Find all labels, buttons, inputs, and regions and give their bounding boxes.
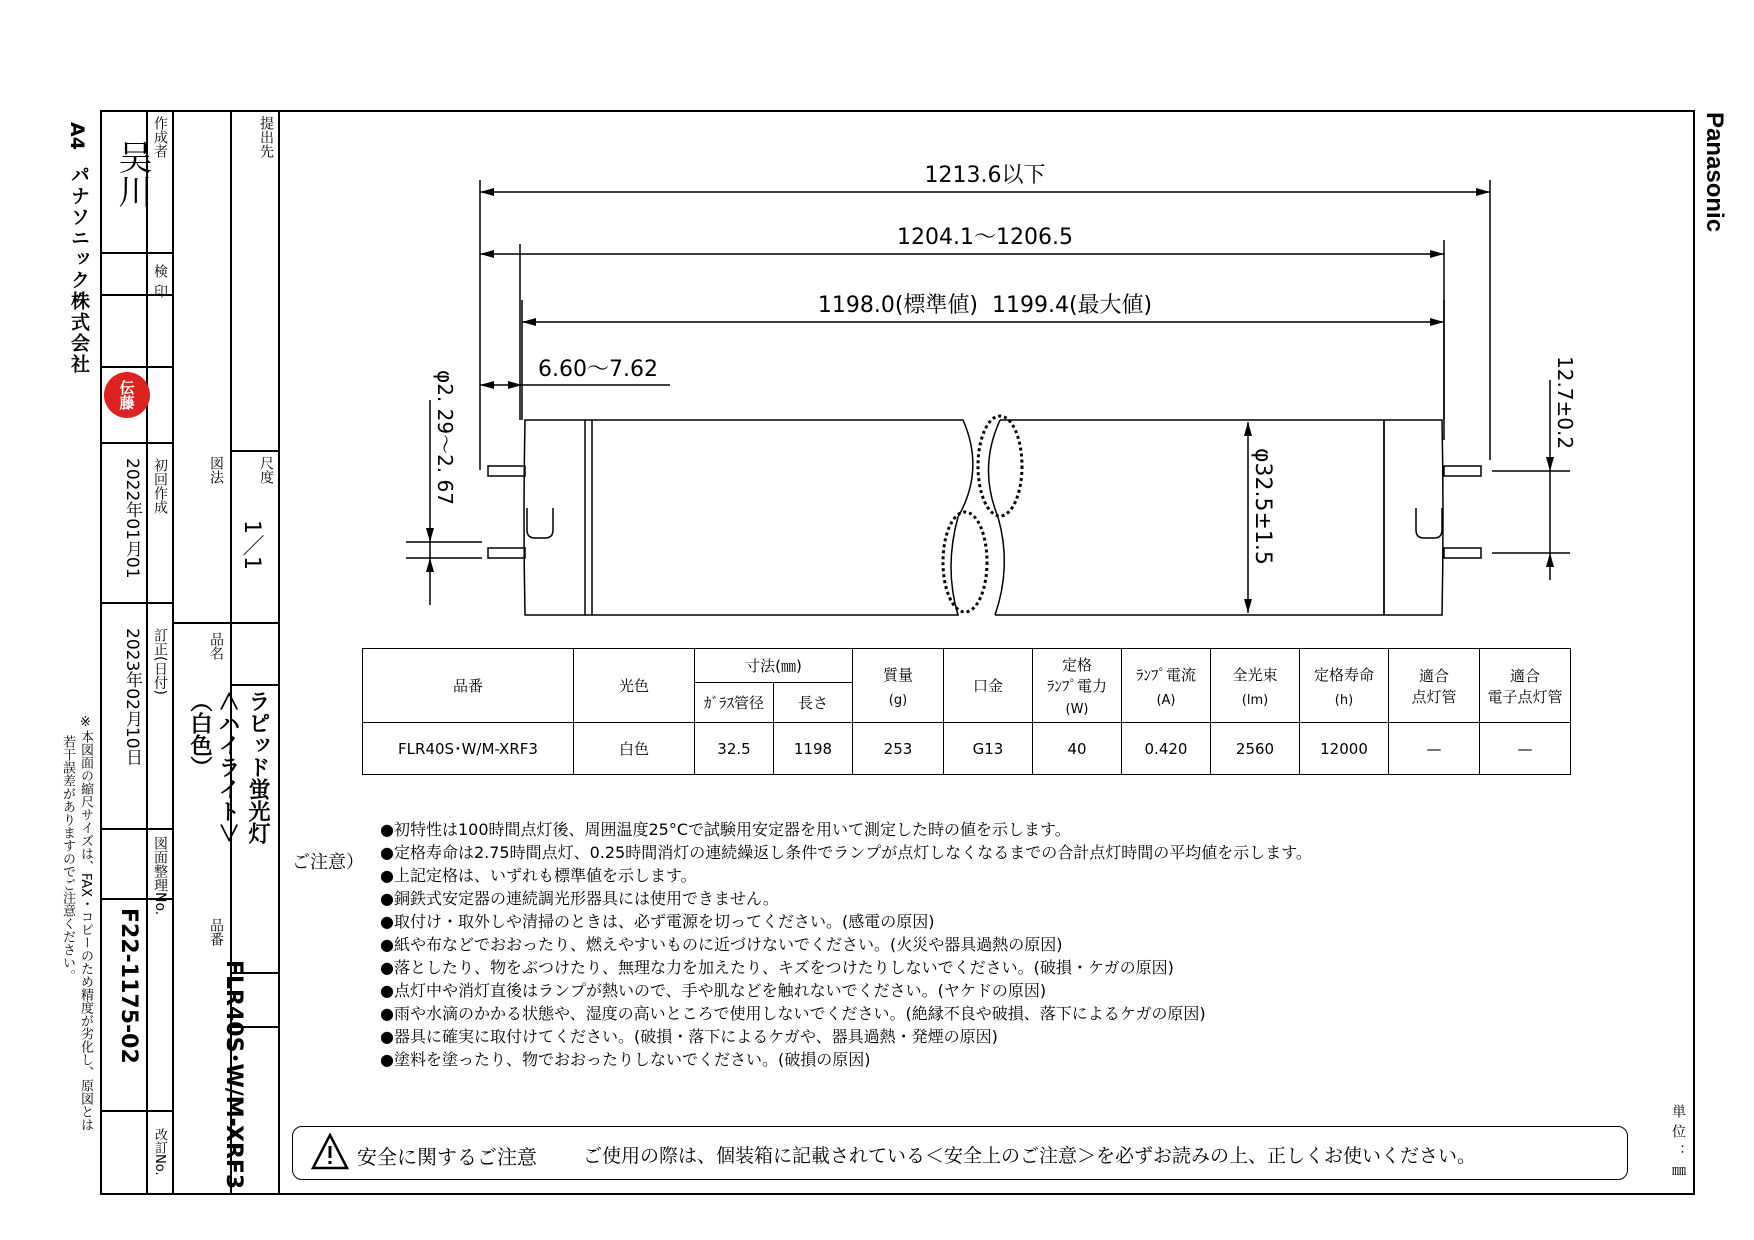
cell-power: 40 (1033, 723, 1122, 775)
safety-message: ご使用の際は、個装箱に記載されている＜安全上のご注意＞を必ずお読みの上、正しくお使いください。 (583, 1145, 1477, 1167)
drawing-no-label: 図面整理No. (152, 836, 168, 916)
revision-label: 改訂No. (152, 1128, 167, 1176)
product-name-line1: ラピッド蛍光灯 (245, 690, 270, 844)
brand-logo: Panasonic (1701, 112, 1728, 233)
inspection-label: 検印 (152, 264, 168, 304)
list-item: ●雨や水滴のかかる状態や、湿度の高いところで使用しないでください。(絶縁不良や破損、落下によるケガの原因) (380, 1004, 1206, 1023)
safety-box (292, 1126, 1628, 1180)
list-item: ●紙や布などでおおったり、燃えやすいものに近づけないでください。(火災や器具過熱の原因) (380, 935, 1063, 954)
cell-color: 白色 (574, 723, 695, 775)
drawing-no: F22-1175-02 (116, 908, 141, 1064)
list-item: ●上記定格は、いずれも標準値を示します。 (380, 866, 697, 885)
paper-size: A4 (66, 122, 88, 150)
list-item: ●点灯中や消灯直後はランプが熱いので、手や肌などを触れないでください。(ヤケドの原因) (380, 981, 1047, 1000)
th-glass-diameter: ｶﾞﾗｽ管径 (695, 683, 774, 723)
part-no: FLR40S･W/M-XRF3 (221, 960, 246, 1190)
cell-glass-diameter: 32.5 (695, 723, 774, 775)
list-item: ●定格寿命は2.75時間点灯、0.25時間消灯の連続繰返し条件でランプが点灯しなくなるまでの合計点灯時間の平均値を示します。 (380, 843, 1312, 862)
scale-label: 尺度 (258, 456, 274, 484)
list-item: ●落としたり、物をぶつけたり、無理な力を加えたり、キズをつけたりしないでください。(破損・ケガの原因) (380, 958, 1174, 977)
cell-life: 12000 (1300, 723, 1389, 775)
reproduction-note-2: 若干誤差がありますのでご注意ください。 (60, 735, 75, 982)
dim-total: 1213.6以下 (924, 163, 1046, 188)
reproduction-note-1: ※本図面の縮尺サイズは、FAX・コピーのため精度が劣化し、原図とは (78, 715, 93, 1132)
revised-label: 訂正(日付) (152, 628, 168, 695)
th-ballast: 適合 点灯管 (1389, 649, 1480, 723)
th-life: 定格寿命 (h) (1300, 649, 1389, 723)
warning-icon (311, 1133, 349, 1171)
product-name-label: 品名 (208, 632, 224, 660)
table-row (363, 723, 1571, 775)
dim-pin-spacing: 12.7±0.2 (1553, 356, 1577, 450)
th-color: 光色 (574, 649, 695, 723)
method-label: 図法 (208, 456, 224, 484)
th-base: 口金 (944, 649, 1033, 723)
submitted-to-label: 提出先 (258, 116, 274, 158)
dim-body: 1198.0(標準値) 1199.4(最大値) (817, 293, 1153, 318)
dim-pin-length: 6.60〜7.62 (538, 357, 658, 382)
first-created-label: 初回作成 (152, 458, 168, 514)
cell-base: G13 (944, 723, 1033, 775)
company-name: パナソニック株式会社 (68, 165, 90, 375)
creator-signature: 吴川 (112, 140, 152, 208)
th-length: 長さ (774, 683, 853, 723)
th-part-no: 品番 (363, 649, 574, 723)
cell-electronic: — (1480, 723, 1571, 775)
notes-heading: ご注意） (292, 852, 364, 873)
creator-label: 作成者 (152, 116, 168, 158)
list-item: ●器具に確実に取付けてください。(破損・落下によるケガや、器具過熱・発煙の原因) (380, 1027, 998, 1046)
th-dimensions: 寸法(㎜) (695, 649, 853, 683)
list-item: ●取付け・取外しや清掃のときは、必ず電源を切ってください。(感電の原因) (380, 912, 935, 931)
spec-table (362, 648, 1571, 775)
approval-stamp: 伝藤 (104, 372, 150, 418)
safety-title: 安全に関するご注意 (357, 1145, 537, 1169)
th-electronic: 適合 電子点灯管 (1480, 649, 1571, 723)
part-no-label: 品番 (208, 918, 224, 946)
first-created-date: 2022年01月01 (122, 458, 142, 579)
cell-length: 1198 (774, 723, 853, 775)
cell-part-no: FLR40S･W/M-XRF3 (363, 723, 574, 775)
dim-pin-to-pin: 1204.1〜1206.5 (897, 225, 1073, 250)
list-item: ●塗料を塗ったり、物でおおったりしないでください。(破損の原因) (380, 1050, 871, 1069)
revised-date: 2023年02月10日 (122, 628, 142, 766)
th-lamp-current: ﾗﾝﾌﾟ電流 (A) (1122, 649, 1211, 723)
th-flux: 全光束 (lm) (1211, 649, 1300, 723)
cell-ballast: — (1389, 723, 1480, 775)
notes-list (380, 818, 1312, 1071)
scale-value: 1／1 (239, 520, 264, 570)
list-item: ●銅鉄式安定器の連続調光形器具には使用できません。 (380, 889, 779, 908)
dim-pin-diameter: φ2. 29〜2. 67 (433, 370, 457, 505)
cell-mass: 253 (853, 723, 944, 775)
list-item: ●初特性は100時間点灯後、周囲温度25°Cで試験用安定器を用いて測定した時の値を示します。 (380, 820, 1071, 839)
product-name-line3: （白色） (187, 690, 212, 778)
th-mass: 質量 (g) (853, 649, 944, 723)
dim-tube-diameter: φ32.5±1.5 (1250, 448, 1275, 565)
unit-label: 単位：㎜ (1670, 1104, 1686, 1184)
cell-current: 0.420 (1122, 723, 1211, 775)
product-name-line2: ＜ハイライト＞ (215, 690, 240, 845)
cell-flux: 2560 (1211, 723, 1300, 775)
th-rated-power: 定格 ﾗﾝﾌﾟ電力 (W) (1033, 649, 1122, 723)
